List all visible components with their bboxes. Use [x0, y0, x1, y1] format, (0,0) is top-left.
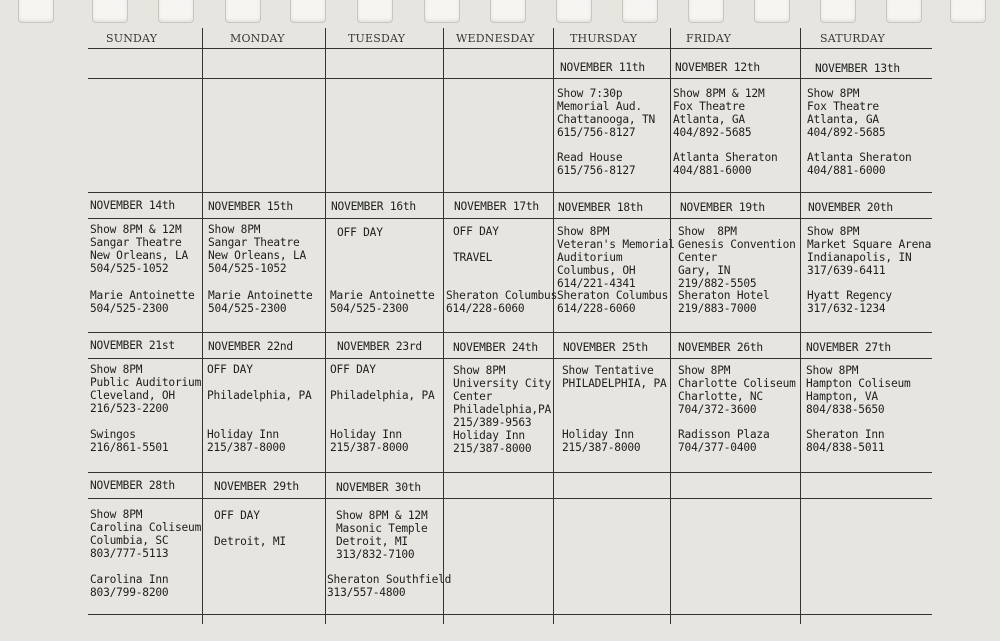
event-nov-11: Show 7:30p Memorial Aud. Chattanooga, TN 615/756-8127	[557, 87, 656, 139]
event-nov-29: OFF DAY Detroit, MI	[214, 509, 286, 548]
date-nov-19: NOVEMBER 19th	[680, 201, 765, 214]
header-monday: MONDAY	[230, 32, 285, 45]
date-nov-11: NOVEMBER 11th	[560, 61, 645, 74]
binding-slot	[225, 0, 261, 23]
hotel-nov-27: Sheraton Inn 804/838-5011	[806, 428, 885, 454]
hotel-nov-26: Radisson Plaza 704/377-0400	[678, 428, 770, 454]
date-nov-16: NOVEMBER 16th	[331, 200, 416, 213]
grid-vline	[553, 28, 554, 624]
grid-hline	[88, 358, 932, 359]
grid-vline	[443, 28, 444, 624]
event-nov-21: Show 8PM Public Auditorium Cleveland, OH 216/523-2200	[90, 363, 202, 415]
header-wednesday: WEDNESDAY	[456, 32, 535, 45]
event-nov-17: OFF DAY TRAVEL	[453, 225, 499, 264]
grid-hline	[88, 472, 932, 473]
date-nov-28: NOVEMBER 28th	[90, 479, 175, 492]
binding-slot	[556, 0, 592, 23]
event-nov-18: Show 8PM Veteran's Memorial Auditorium Columbus, OH 614/221-4341	[557, 225, 675, 290]
grid-hline	[88, 192, 932, 193]
binding-slot	[158, 0, 194, 23]
date-nov-30: NOVEMBER 30th	[336, 481, 421, 494]
event-nov-24: Show 8PM University City Center Philadelphia,PA 215/389-9563 Holiday Inn 215/387-8000	[453, 364, 552, 455]
event-nov-12: Show 8PM & 12M Fox Theatre Atlanta, GA 404/892-5685	[673, 87, 765, 139]
binding-slot	[290, 0, 326, 23]
hotel-nov-28: Carolina Inn 803/799-8200	[90, 573, 169, 599]
header-friday: FRIDAY	[686, 32, 732, 45]
binding-slot	[688, 0, 724, 23]
hotel-nov-20: Hyatt Regency 317/632-1234	[807, 289, 892, 315]
event-nov-26: Show 8PM Charlotte Coliseum Charlotte, NC 704/372-3600	[678, 364, 796, 416]
date-nov-15: NOVEMBER 15th	[208, 200, 293, 213]
binding-slot	[950, 0, 986, 23]
grid-hline	[88, 78, 932, 79]
grid-vline	[800, 28, 801, 624]
grid-hline	[88, 332, 932, 333]
event-nov-16: OFF DAY	[337, 226, 383, 239]
date-nov-26: NOVEMBER 26th	[678, 341, 763, 354]
event-nov-30: Show 8PM & 12M Masonic Temple Detroit, MI 313/832-7100	[336, 509, 428, 561]
spiral-binding	[0, 0, 1000, 24]
event-nov-15: Show 8PM Sangar Theatre New Orleans, LA 504/525-1052	[208, 223, 307, 275]
date-nov-21: NOVEMBER 21st	[90, 339, 175, 352]
header-sunday: SUNDAY	[106, 32, 158, 45]
header-thursday: THURSDAY	[570, 32, 638, 45]
event-nov-25: Show Tentative PHILADELPHIA, PA	[562, 364, 667, 390]
hotel-nov-21: Swingos 216/861-5501	[90, 428, 169, 454]
event-nov-20: Show 8PM Market Square Arena Indianapolis, IN 317/639-6411	[807, 225, 932, 277]
grid-vline	[325, 28, 326, 624]
event-nov-19: Show 8PM Genesis Convention Center Gary, IN 219/882-5505	[678, 225, 796, 290]
binding-slot	[490, 0, 526, 23]
binding-slot	[754, 0, 790, 23]
date-nov-13: NOVEMBER 13th	[815, 62, 900, 75]
date-nov-18: NOVEMBER 18th	[558, 201, 643, 214]
event-nov-28: Show 8PM Carolina Coliseum Columbia, SC 803/777-5113	[90, 508, 202, 560]
grid-vline	[670, 28, 671, 624]
hotel-nov-11: Read House 615/756-8127	[557, 151, 636, 177]
grid-hline	[88, 614, 932, 615]
binding-slot	[92, 0, 128, 23]
binding-slot	[820, 0, 856, 23]
event-nov-23: OFF DAY Philadelphia, PA	[330, 363, 435, 402]
binding-slot	[357, 0, 393, 23]
hotel-nov-13: Atlanta Sheraton 404/881-6000	[807, 151, 912, 177]
grid-hline	[88, 498, 932, 499]
header-tuesday: TUESDAY	[348, 32, 406, 45]
date-nov-20: NOVEMBER 20th	[808, 201, 893, 214]
event-nov-22: OFF DAY Philadelphia, PA	[207, 363, 312, 402]
date-nov-24: NOVEMBER 24th	[453, 341, 538, 354]
date-nov-23: NOVEMBER 23rd	[337, 340, 422, 353]
header-saturday: SATURDAY	[820, 32, 885, 45]
grid-hline	[88, 218, 932, 219]
binding-slot	[18, 0, 54, 23]
hotel-nov-23: Holiday Inn 215/387-8000	[330, 428, 409, 454]
hotel-nov-22: Holiday Inn 215/387-8000	[207, 428, 286, 454]
hotel-nov-16: Marie Antoinette 504/525-2300	[330, 289, 435, 315]
hotel-nov-18: Sheraton Columbus 614/228-6060	[557, 289, 669, 315]
binding-slot	[424, 0, 460, 23]
hotel-nov-12: Atlanta Sheraton 404/881-6000	[673, 151, 778, 177]
hotel-nov-15: Marie Antoinette 504/525-2300	[208, 289, 313, 315]
date-nov-14: NOVEMBER 14th	[90, 199, 175, 212]
hotel-nov-19: Sheraton Hotel 219/883-7000	[678, 289, 770, 315]
event-nov-27: Show 8PM Hampton Coliseum Hampton, VA 804/838-5650	[806, 364, 911, 416]
date-nov-17: NOVEMBER 17th	[454, 200, 539, 213]
binding-slot	[886, 0, 922, 23]
event-nov-13: Show 8PM Fox Theatre Atlanta, GA 404/892-5685	[807, 87, 886, 139]
date-nov-22: NOVEMBER 22nd	[208, 340, 293, 353]
date-nov-29: NOVEMBER 29th	[214, 480, 299, 493]
date-nov-12: NOVEMBER 12th	[675, 61, 760, 74]
hotel-nov-14: Marie Antoinette 504/525-2300	[90, 289, 195, 315]
hotel-nov-30: Sheraton Southfield 313/557-4800	[327, 573, 452, 599]
date-nov-25: NOVEMBER 25th	[563, 341, 648, 354]
grid-vline	[202, 28, 203, 624]
event-nov-14: Show 8PM & 12M Sangar Theatre New Orleans, LA 504/525-1052	[90, 223, 189, 275]
hotel-nov-25: Holiday Inn 215/387-8000	[562, 428, 641, 454]
hotel-nov-17: Sheraton Columbus 614/228-6060	[446, 289, 558, 315]
date-nov-27: NOVEMBER 27th	[806, 341, 891, 354]
grid-hline	[88, 48, 932, 49]
binding-slot	[622, 0, 658, 23]
